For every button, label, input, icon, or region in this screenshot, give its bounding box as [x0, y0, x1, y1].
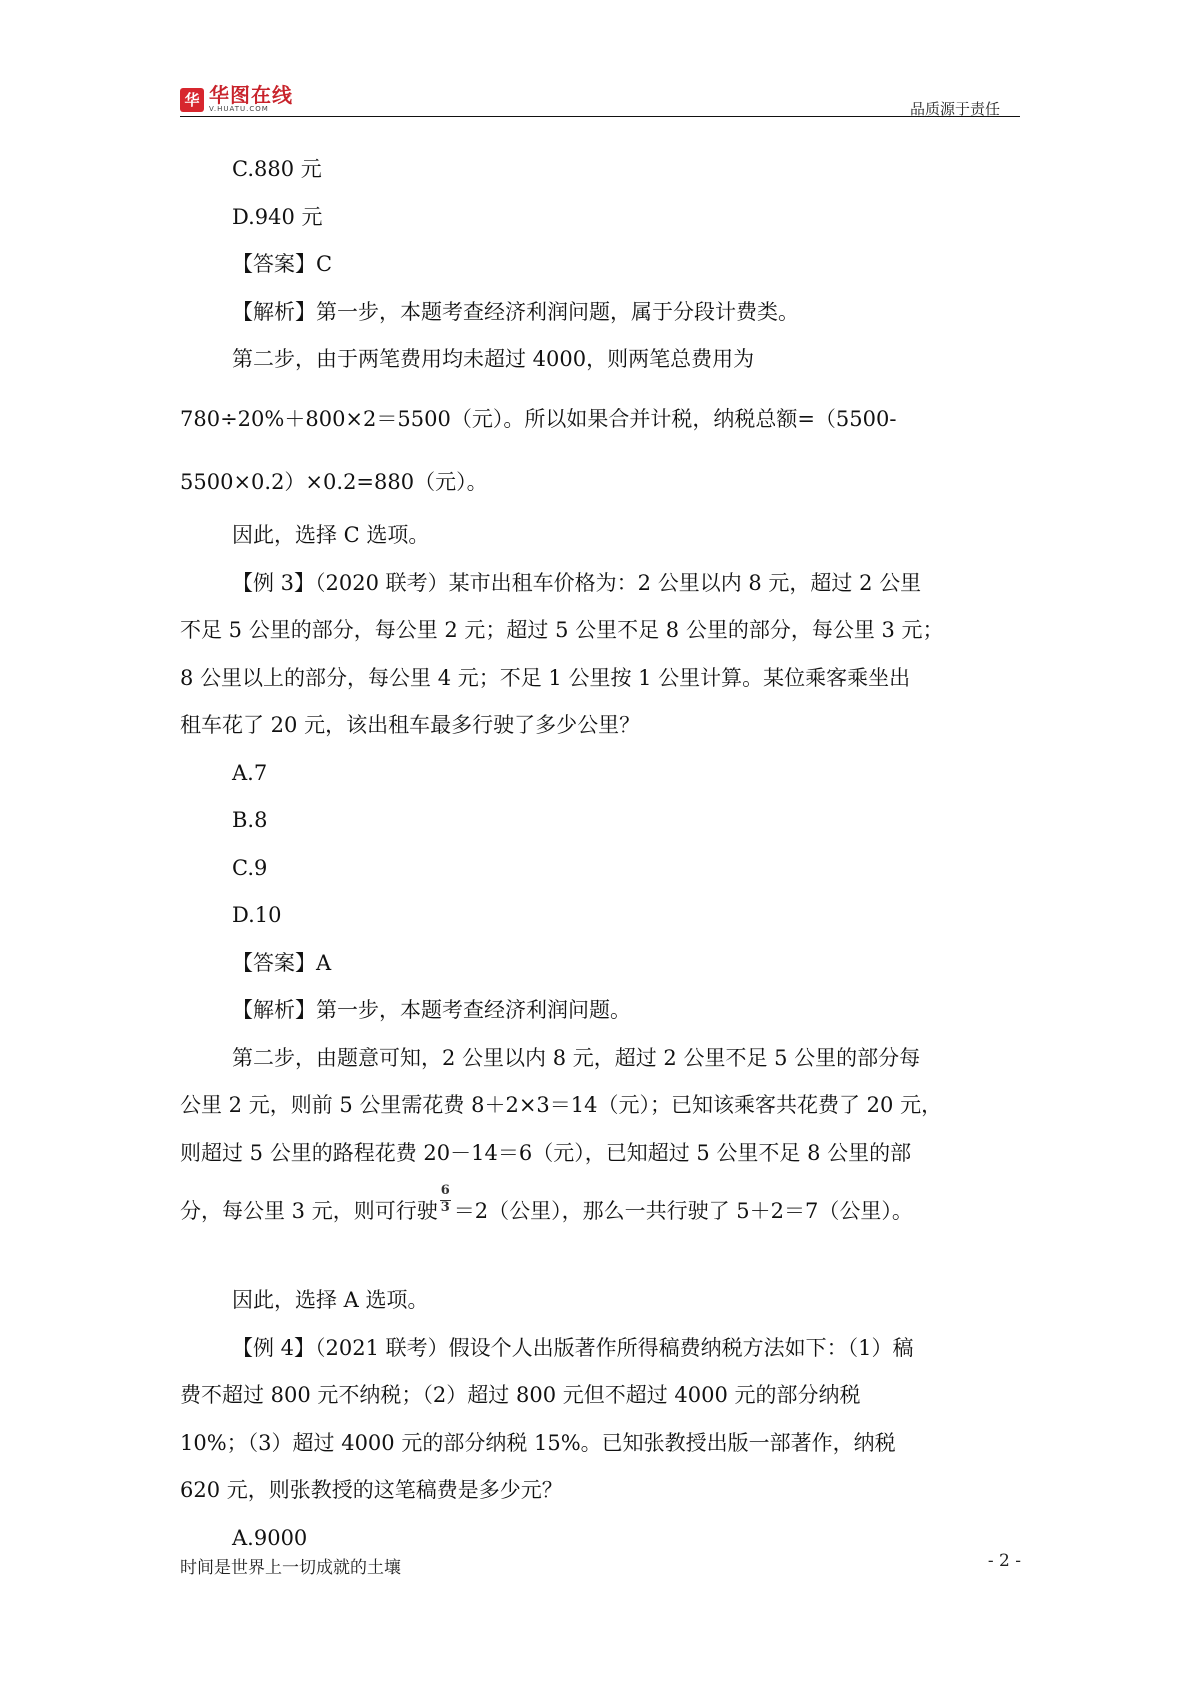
header-motto: 品质源于责任	[909, 100, 1000, 118]
fraction-trail-text: ＝2（公里），那么一共行驶了 5＋2＝7（公里）。	[453, 1199, 913, 1223]
fraction-lead-text: 分，每公里 3 元，则可行驶	[180, 1199, 438, 1223]
paragraph-line: 公里 2 元，则前 5 公里需花费 8＋2×3＝14（元）；已知该乘客共花费了 20 元，	[180, 1093, 943, 1117]
option-c-line: C.9	[232, 856, 268, 880]
answer-line: 【答案】C	[232, 252, 333, 276]
example-line: 【例 3】（2020 联考）某市出租车价格为：2 公里以内 8 元，超过 2 公里	[232, 571, 922, 595]
paragraph-line-with-fraction	[180, 1183, 913, 1224]
option-a-line: A.7	[232, 761, 268, 785]
huatu-logo	[180, 85, 293, 114]
paragraph-line: 则超过 5 公里的路程花费 20－14＝6（元），已知超过 5 公里不足 8 公里的部	[180, 1141, 912, 1165]
fraction-six-thirds	[440, 1183, 452, 1224]
conclusion-line: 因此，选择 C 选项。	[232, 523, 430, 547]
example-line: 费不超过 800 元不纳税；（2）超过 800 元但不超过 4000 元的部分纳税	[180, 1383, 861, 1407]
paragraph-line: 第二步，由于两笔费用均未超过 4000，则两笔总费用为	[232, 347, 755, 371]
page-header	[180, 80, 1020, 118]
logo-url: V.HUATU.COM	[209, 105, 269, 113]
example-line: 不足 5 公里的部分，每公里 2 元；超过 5 公里不足 8 公里的部分，每公里 3 元；	[180, 618, 944, 642]
logo-icon: 华	[180, 88, 204, 112]
fraction-numerator: 6	[440, 1183, 450, 1198]
logo-name: 华图在线	[209, 83, 293, 107]
option-c-line: C.880 元	[232, 157, 322, 181]
example-line: 10%；（3）超过 4000 元的部分纳税 15%。已知张教授出版一部著作，纳税	[180, 1431, 896, 1455]
paragraph-line: 780÷20%＋800×2＝5500（元）。所以如果合并计税，纳税总额=（5500-	[180, 407, 897, 431]
paragraph-line: 5500×0.2）×0.2=880（元）。	[180, 470, 488, 494]
header-divider	[180, 116, 1020, 117]
option-d-line: D.10	[232, 903, 282, 927]
page-number: - 2 -	[987, 1551, 1021, 1571]
logo-text	[209, 85, 293, 114]
paragraph-line: 第二步，由题意可知，2 公里以内 8 元，超过 2 公里不足 5 公里的部分每	[232, 1046, 921, 1070]
option-a-line: A.9000	[232, 1526, 308, 1550]
answer-line: 【答案】A	[232, 951, 332, 975]
option-b-line: B.8	[232, 808, 268, 832]
footer-slogan: 时间是世界上一切成就的土壤	[180, 1558, 401, 1578]
example-line: 【例 4】（2021 联考）假设个人出版著作所得稿费纳税方法如下：（1）稿	[232, 1336, 914, 1360]
example-line: 8 公里以上的部分，每公里 4 元；不足 1 公里按 1 公里计算。某位乘客乘坐出	[180, 666, 911, 690]
conclusion-line: 因此，选择 A 选项。	[232, 1288, 429, 1312]
fraction-denominator: 3	[440, 1200, 450, 1215]
example-line: 620 元，则张教授的这笔稿费是多少元？	[180, 1478, 563, 1502]
option-d-line: D.940 元	[232, 205, 323, 229]
analysis-line: 【解析】第一步，本题考查经济利润问题，属于分段计费类。	[232, 300, 799, 324]
example-line: 租车花了 20 元，该出租车最多行驶了多少公里？	[180, 713, 641, 737]
analysis-line: 【解析】第一步，本题考查经济利润问题。	[232, 998, 631, 1022]
